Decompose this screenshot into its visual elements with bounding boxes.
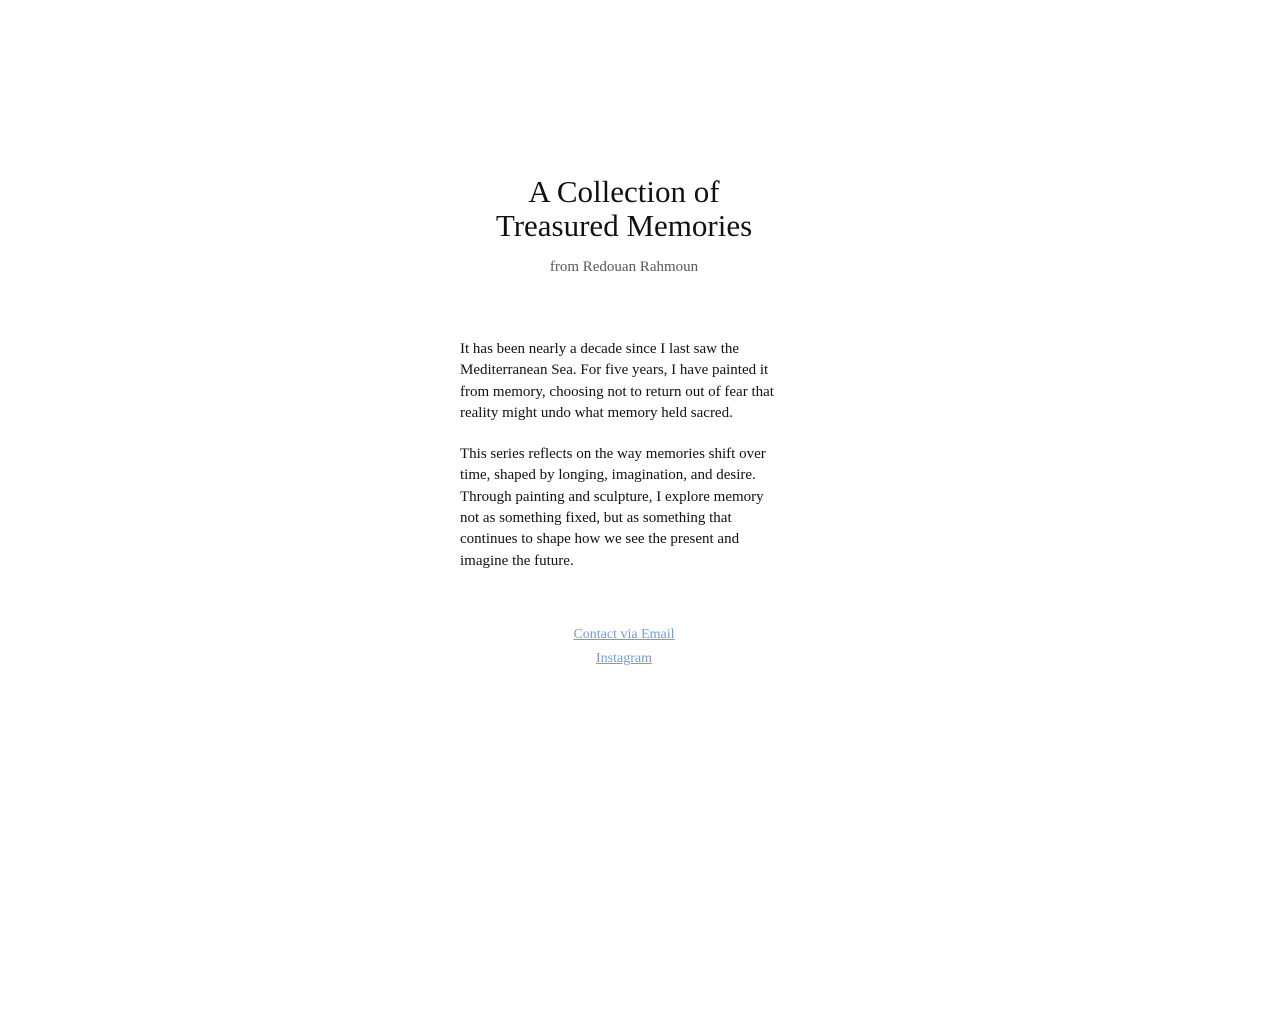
intro-paragraph-2-line: continues to shape how we see the present and — [460, 531, 740, 548]
intro-paragraph-1-line: reality might undo what memory held sacred. — [460, 404, 733, 421]
intro-paragraph-2-line: This series reflects on the way memories shift over — [460, 446, 766, 463]
intro-paragraph-2 — [460, 444, 788, 572]
instagram-link[interactable]: Instagram — [596, 651, 652, 666]
intro-paragraph-1-line: It has been nearly a decade since I last saw the — [460, 341, 740, 357]
page-title-line-2: Treasured Memories — [495, 208, 753, 243]
page-title — [0, 175, 1248, 243]
contact-email-link[interactable]: Contact via Email — [573, 627, 675, 642]
page-title-line-1: A Collection of — [528, 174, 720, 209]
page-header — [0, 175, 1248, 276]
intro-paragraph-1-line: Mediterranean Sea. For five years, I have painted it — [460, 362, 769, 379]
intro-paragraph-1 — [460, 339, 788, 424]
intro-paragraph-2-line: time, shaped by longing, imagination, and desire. — [460, 467, 756, 484]
intro-paragraph-1-line: from memory, choosing not to return out of fear that — [460, 383, 774, 400]
contact-links — [0, 623, 1248, 671]
intro-paragraph-2-line: Through painting and sculpture, I explore memory — [460, 488, 764, 505]
intro-paragraph-2-line: not as something fixed, but as something that — [460, 510, 732, 527]
intro-paragraph-2-line: imagine the future. — [460, 552, 574, 569]
intro-text — [460, 339, 788, 592]
author-byline: from Redouan Rahmoun — [549, 259, 699, 275]
